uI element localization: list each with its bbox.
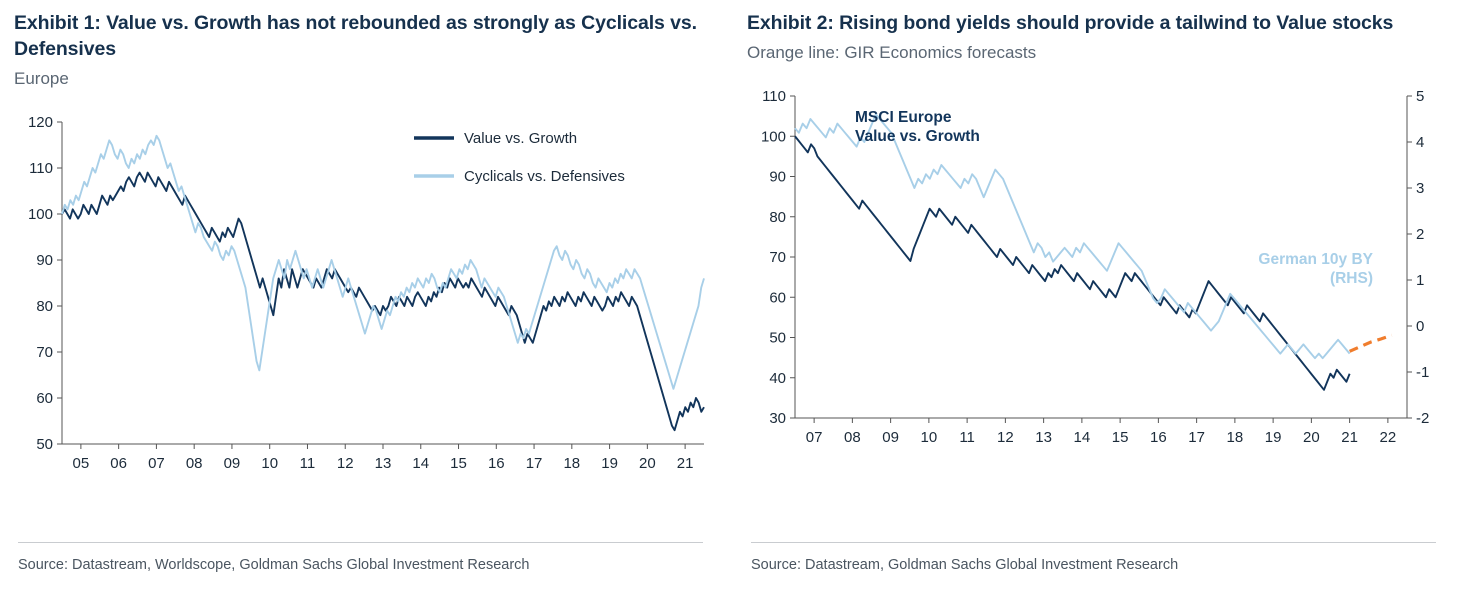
x-tick-label: 20: [639, 455, 656, 472]
x-tick-label: 11: [299, 455, 316, 472]
y-tick-label-right: 3: [1416, 180, 1425, 197]
y-tick-label: 80: [36, 298, 53, 315]
x-tick-label: 11: [959, 429, 975, 446]
legend-label: Cyclicals vs. Defensives: [464, 168, 625, 185]
x-tick-label: 19: [1264, 429, 1282, 446]
x-tick-label: 14: [412, 455, 430, 472]
y-tick-label-right: -2: [1416, 410, 1430, 427]
msci-europe-label: Value vs. Growth: [855, 128, 980, 145]
exhibit-2-panel: [733, 0, 1466, 591]
german-yield-label: (RHS): [1329, 270, 1373, 287]
x-tick-label: 07: [805, 429, 823, 446]
x-tick-label: 09: [223, 455, 241, 472]
x-tick-label: 08: [185, 455, 203, 472]
x-tick-label: 16: [487, 455, 505, 472]
x-tick-label: 18: [563, 455, 581, 472]
exhibit-2-title: Exhibit 2: Rising bond yields should provide a tailwind to Value stocks: [747, 12, 1394, 34]
msci-europe-label: MSCI Europe: [855, 109, 952, 126]
y-tick-label-right: 5: [1416, 88, 1425, 105]
x-tick-label: 05: [72, 455, 90, 472]
x-tick-label: 14: [1073, 429, 1091, 446]
y-tick-label-left: 70: [769, 249, 786, 266]
y-tick-label: 120: [27, 114, 53, 131]
y-tick-label-left: 60: [769, 289, 786, 307]
x-tick-label: 15: [1111, 429, 1129, 446]
x-tick-label: 12: [336, 455, 354, 472]
x-tick-label: 06: [110, 455, 127, 472]
exhibit-1-divider: [18, 542, 703, 543]
y-tick-label-right: 0: [1416, 318, 1425, 335]
exhibit-2-plot: [747, 78, 1436, 468]
x-tick-label: 18: [1226, 429, 1244, 446]
x-tick-label: 10: [920, 429, 938, 446]
series-line: [62, 173, 704, 431]
y-tick-label: 110: [29, 160, 53, 177]
x-tick-label: 17: [1188, 429, 1205, 446]
exhibit-2-source: Source: Datastream, Goldman Sachs Global Investment Research: [751, 557, 1179, 573]
x-tick-label: 12: [997, 429, 1014, 446]
x-tick-label: 08: [844, 429, 861, 446]
x-tick-label: 10: [261, 455, 279, 472]
exhibit-2-subtitle: Orange line: GIR Economics forecasts: [747, 43, 1037, 62]
x-tick-label: 13: [374, 455, 392, 472]
y-tick-label: 50: [36, 436, 53, 453]
x-tick-label: 19: [601, 455, 618, 472]
german-yield-label: German 10y BY: [1258, 251, 1373, 268]
y-tick-label-left: 40: [769, 369, 786, 387]
y-tick-label-left: 90: [769, 168, 786, 186]
y-tick-label-right: 4: [1416, 134, 1425, 151]
legend-label: Value vs. Growth: [464, 130, 578, 147]
x-tick-label: 07: [148, 455, 165, 472]
exhibit-2-divider: [751, 542, 1436, 543]
y-tick-label: 90: [36, 252, 53, 269]
exhibit-1-plot: [14, 104, 703, 494]
x-tick-label: 16: [1150, 429, 1167, 446]
x-tick-label: 15: [450, 455, 467, 472]
x-tick-label: 21: [1341, 429, 1358, 446]
x-tick-label: 21: [676, 455, 694, 472]
exhibit-1-subtitle: Europe: [14, 69, 69, 88]
x-tick-label: 22: [1379, 429, 1397, 446]
forecast-line: [1350, 335, 1392, 351]
exhibit-1-svg: [14, 104, 714, 494]
x-tick-label: 09: [882, 429, 899, 446]
exhibit-1-title: Exhibit 1: Value vs. Growth has not rebounded as strongly as Cyclicals vs. Defensives: [14, 12, 697, 60]
exhibit-2-svg: [747, 78, 1447, 468]
y-tick-label-right: 2: [1416, 226, 1425, 243]
x-tick-label: 17: [525, 455, 543, 472]
y-tick-label-left: 100: [760, 128, 786, 146]
exhibit-1-source: Source: Datastream, Worldscope, Goldman Sachs Global Investment Research: [18, 557, 530, 573]
y-tick-label: 60: [36, 390, 53, 407]
y-tick-label-left: 80: [769, 208, 786, 226]
series-line: [795, 114, 1350, 358]
x-tick-label: 13: [1035, 429, 1052, 446]
y-tick-label-right: -1: [1416, 364, 1430, 381]
y-tick-label-left: 30: [769, 410, 786, 427]
y-tick-label-right: 1: [1416, 272, 1425, 289]
y-tick-label: 70: [36, 344, 53, 361]
y-tick-label: 100: [27, 206, 53, 223]
y-tick-label-left: 110: [762, 88, 786, 105]
y-tick-label-left: 50: [769, 329, 786, 347]
x-tick-label: 20: [1303, 429, 1320, 446]
